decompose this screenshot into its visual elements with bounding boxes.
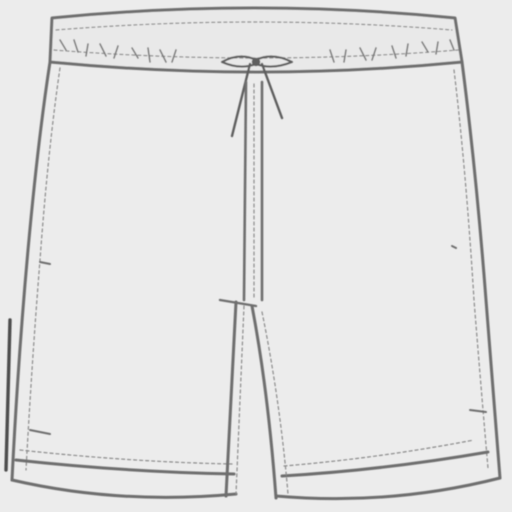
drawstring-knot [253, 59, 259, 65]
